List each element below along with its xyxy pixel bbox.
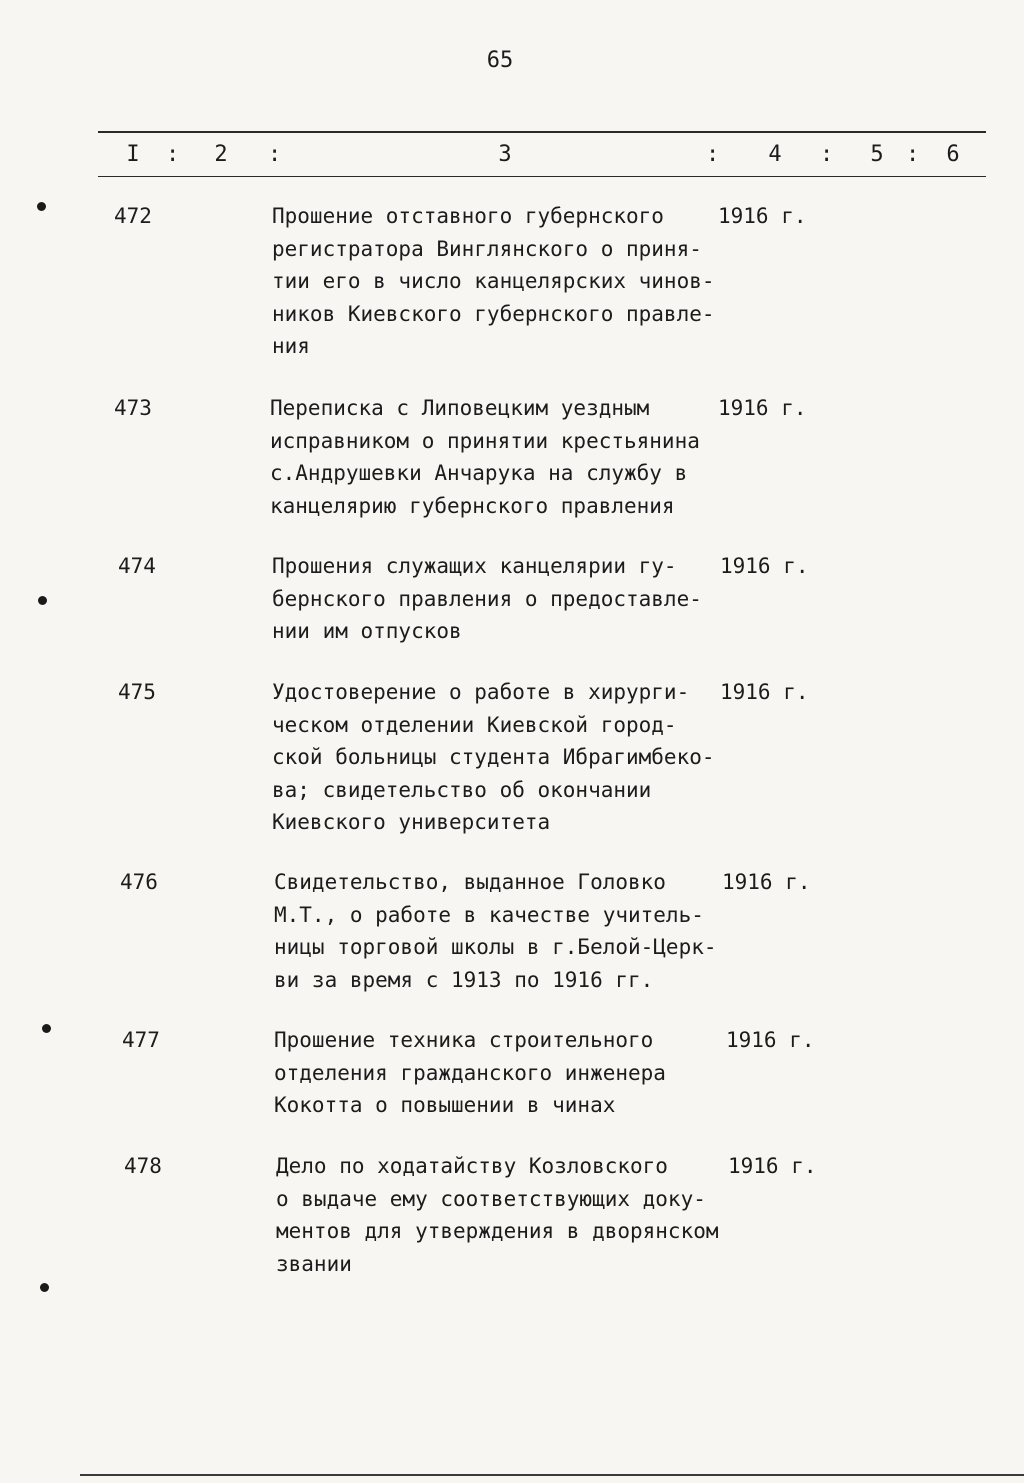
entry-description: Прошения служащих канцелярии гу- бернского правления о предоставле- нии им отпусков	[272, 554, 702, 643]
entry-date: 1916 г.	[718, 396, 807, 420]
entry-date: 1916 г.	[720, 554, 809, 578]
header-col-5: 5	[870, 142, 884, 167]
binder-hole	[40, 1283, 49, 1292]
header-separator: :	[820, 142, 834, 167]
header-separator: :	[268, 142, 282, 167]
entry-description: Прошение отставного губернского регистратора Винглянского о приня- тии его в число канцелярских чинов- ников Киевского губернского правле- ния	[272, 204, 715, 358]
entry-number: 476	[120, 870, 158, 894]
header-col-3: 3	[498, 142, 512, 167]
entry-number: 472	[114, 204, 152, 228]
binder-hole	[38, 596, 47, 605]
page-bottom-edge	[80, 1474, 1024, 1476]
binder-hole	[42, 1024, 51, 1033]
header-col-4: 4	[768, 142, 782, 167]
binder-hole	[37, 202, 46, 211]
entry-description: Свидетельство, выданное Головко М.Т., о работе в качестве учитель- ницы торговой школы в г.Белой-Церк- ви за время с 1913 по 1916 гг.	[274, 870, 717, 992]
header-top-rule	[98, 131, 986, 133]
header-separator: :	[166, 142, 180, 167]
entry-description: Удостоверение о работе в хирурги- ческом отделении Киевской город- ской больницы студента Ибрагимбеко- ва; свидетельство об окончании Киевского университета	[272, 680, 715, 834]
entry-number: 477	[122, 1028, 160, 1052]
entry-date: 1916 г.	[718, 204, 807, 228]
entry-number: 478	[124, 1154, 162, 1178]
entry-description: Прошение техника строительного отделения гражданского инженера Кокотта о повышении в чинах	[274, 1028, 666, 1117]
header-separator: :	[906, 142, 920, 167]
header-col-2: 2	[214, 142, 228, 167]
header-col-1: I	[126, 142, 140, 167]
header-separator: :	[706, 142, 720, 167]
entry-date: 1916 г.	[720, 680, 809, 704]
entry-date: 1916 г.	[728, 1154, 817, 1178]
header-col-6: 6	[946, 142, 960, 167]
entry-number: 475	[118, 680, 156, 704]
entry-number: 473	[114, 396, 152, 420]
entry-description: Переписка с Липовецким уездным исправником о принятии крестьянина с.Андрушевки Анчарука на службу в канцелярию губернского правления	[270, 396, 700, 518]
entry-date: 1916 г.	[722, 870, 811, 894]
entry-date: 1916 г.	[726, 1028, 815, 1052]
entry-number: 474	[118, 554, 156, 578]
header-bottom-rule	[98, 176, 986, 177]
page-number: 65	[486, 48, 514, 73]
entry-description: Дело по ходатайству Козловского о выдаче ему соответствующих доку- ментов для утверждения в дворянском звании	[276, 1154, 719, 1276]
